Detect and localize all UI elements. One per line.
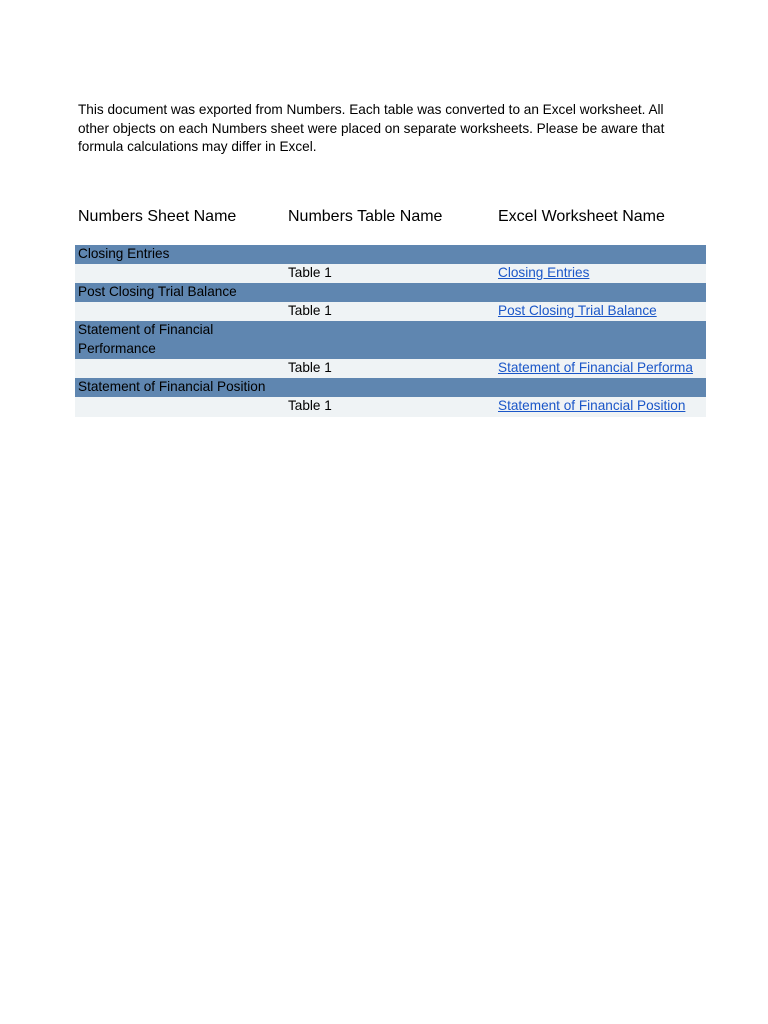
worksheet-link-text[interactable]: Statement of Financial Position <box>498 398 686 413</box>
table-name-cell: Table 1 <box>288 360 332 375</box>
header-excel-worksheet-name: Excel Worksheet Name <box>498 208 665 225</box>
table-row-statement-of-financial-performance <box>75 359 706 378</box>
intro-line-2: other objects on each Numbers sheet were placed on separate worksheets. Please be aware that <box>78 120 665 136</box>
excel-worksheet-link-closing-entries[interactable] <box>498 264 703 283</box>
intro-paragraph <box>78 101 698 157</box>
excel-worksheet-link-statement-of-financial-position[interactable] <box>498 397 703 416</box>
excel-worksheet-link-post-closing-trial-balance[interactable] <box>498 302 703 321</box>
table-row-statement-of-financial-position <box>75 397 706 417</box>
intro-line-1: This document was exported from Numbers. Each table was converted to an Excel worksheet. All <box>78 102 664 117</box>
table-row-post-closing-trial-balance <box>75 302 706 321</box>
table-name-cell: Table 1 <box>288 398 332 413</box>
header-numbers-sheet-name: Numbers Sheet Name <box>78 208 237 225</box>
sheet-name-cell: Statement of Financial Performance <box>78 322 214 356</box>
sheet-name-cell: Statement of Financial Position <box>78 379 266 394</box>
worksheet-link-text[interactable]: Statement of Financial Performa <box>498 360 693 375</box>
table-name-cell: Table 1 <box>288 303 332 318</box>
sheet-index-table <box>75 245 706 417</box>
sheet-row-post-closing-trial-balance <box>75 283 706 302</box>
sheet-row-statement-of-financial-position <box>75 378 706 397</box>
intro-line-3: formula calculations may differ in Excel. <box>78 139 317 154</box>
table-row-closing-entries <box>75 264 706 283</box>
excel-worksheet-link-statement-of-financial-performance[interactable] <box>498 359 703 378</box>
worksheet-link-text[interactable]: Closing Entries <box>498 265 590 280</box>
table-name-cell: Table 1 <box>288 265 332 280</box>
sheet-name-cell: Post Closing Trial Balance <box>78 284 237 299</box>
column-headers <box>78 208 706 230</box>
header-numbers-table-name: Numbers Table Name <box>288 208 443 225</box>
sheet-row-closing-entries <box>75 245 706 264</box>
worksheet-link-text[interactable]: Post Closing Trial Balance <box>498 303 657 318</box>
sheet-name-cell: Closing Entries <box>78 246 170 261</box>
sheet-row-statement-of-financial-performance <box>75 321 706 359</box>
